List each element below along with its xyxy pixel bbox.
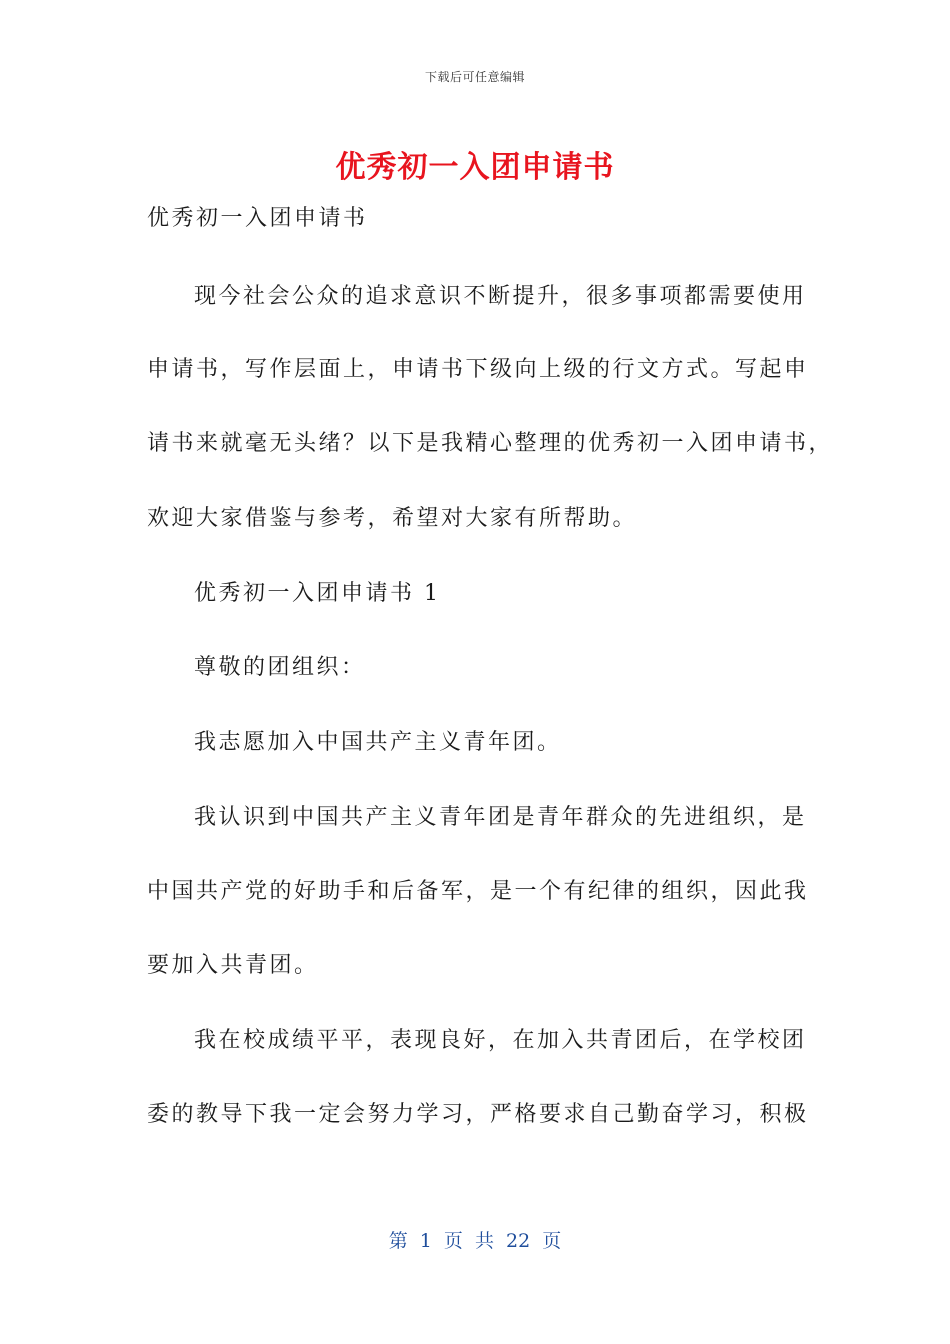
paragraph-line: 我认识到中国共产主义青年团是青年群众的先进组织，是 (194, 805, 807, 830)
paragraph-line: 我志愿加入中国共产主义青年团。 (194, 730, 562, 755)
paragraph-line: 我在校成绩平平，表现良好，在加入共青团后，在学校团 (194, 1028, 807, 1053)
salutation: 尊敬的团组织： (194, 655, 366, 680)
document-title: 优秀初一入团申请书 (335, 150, 615, 185)
paragraph-line: 申请书，写作层面上，申请书下级向上级的行文方式。写起申 (147, 357, 809, 382)
paragraph-line: 委的教导下我一定会努力学习，严格要求自己勤奋学习，积极 (147, 1102, 809, 1127)
paragraph-line: 现今社会公众的追求意识不断提升，很多事项都需要使用 (194, 284, 807, 309)
page-number: 第 1 页 共 22 页 (388, 1230, 562, 1252)
paragraph-line: 中国共产党的好助手和后备军，是一个有纪律的组织，因此我 (147, 879, 809, 904)
paragraph-line: 欢迎大家借鉴与参考，希望对大家有所帮助。 (147, 506, 638, 531)
header-note: 下载后可任意编辑 (424, 70, 525, 84)
paragraph-line: 要加入共青团。 (147, 953, 319, 978)
section-heading: 优秀初一入团申请书 1 (194, 581, 441, 606)
paragraph-line: 请书来就毫无头绪？以下是我精心整理的优秀初一入团申请书， (147, 431, 834, 456)
document-subtitle: 优秀初一入团申请书 (147, 206, 368, 231)
